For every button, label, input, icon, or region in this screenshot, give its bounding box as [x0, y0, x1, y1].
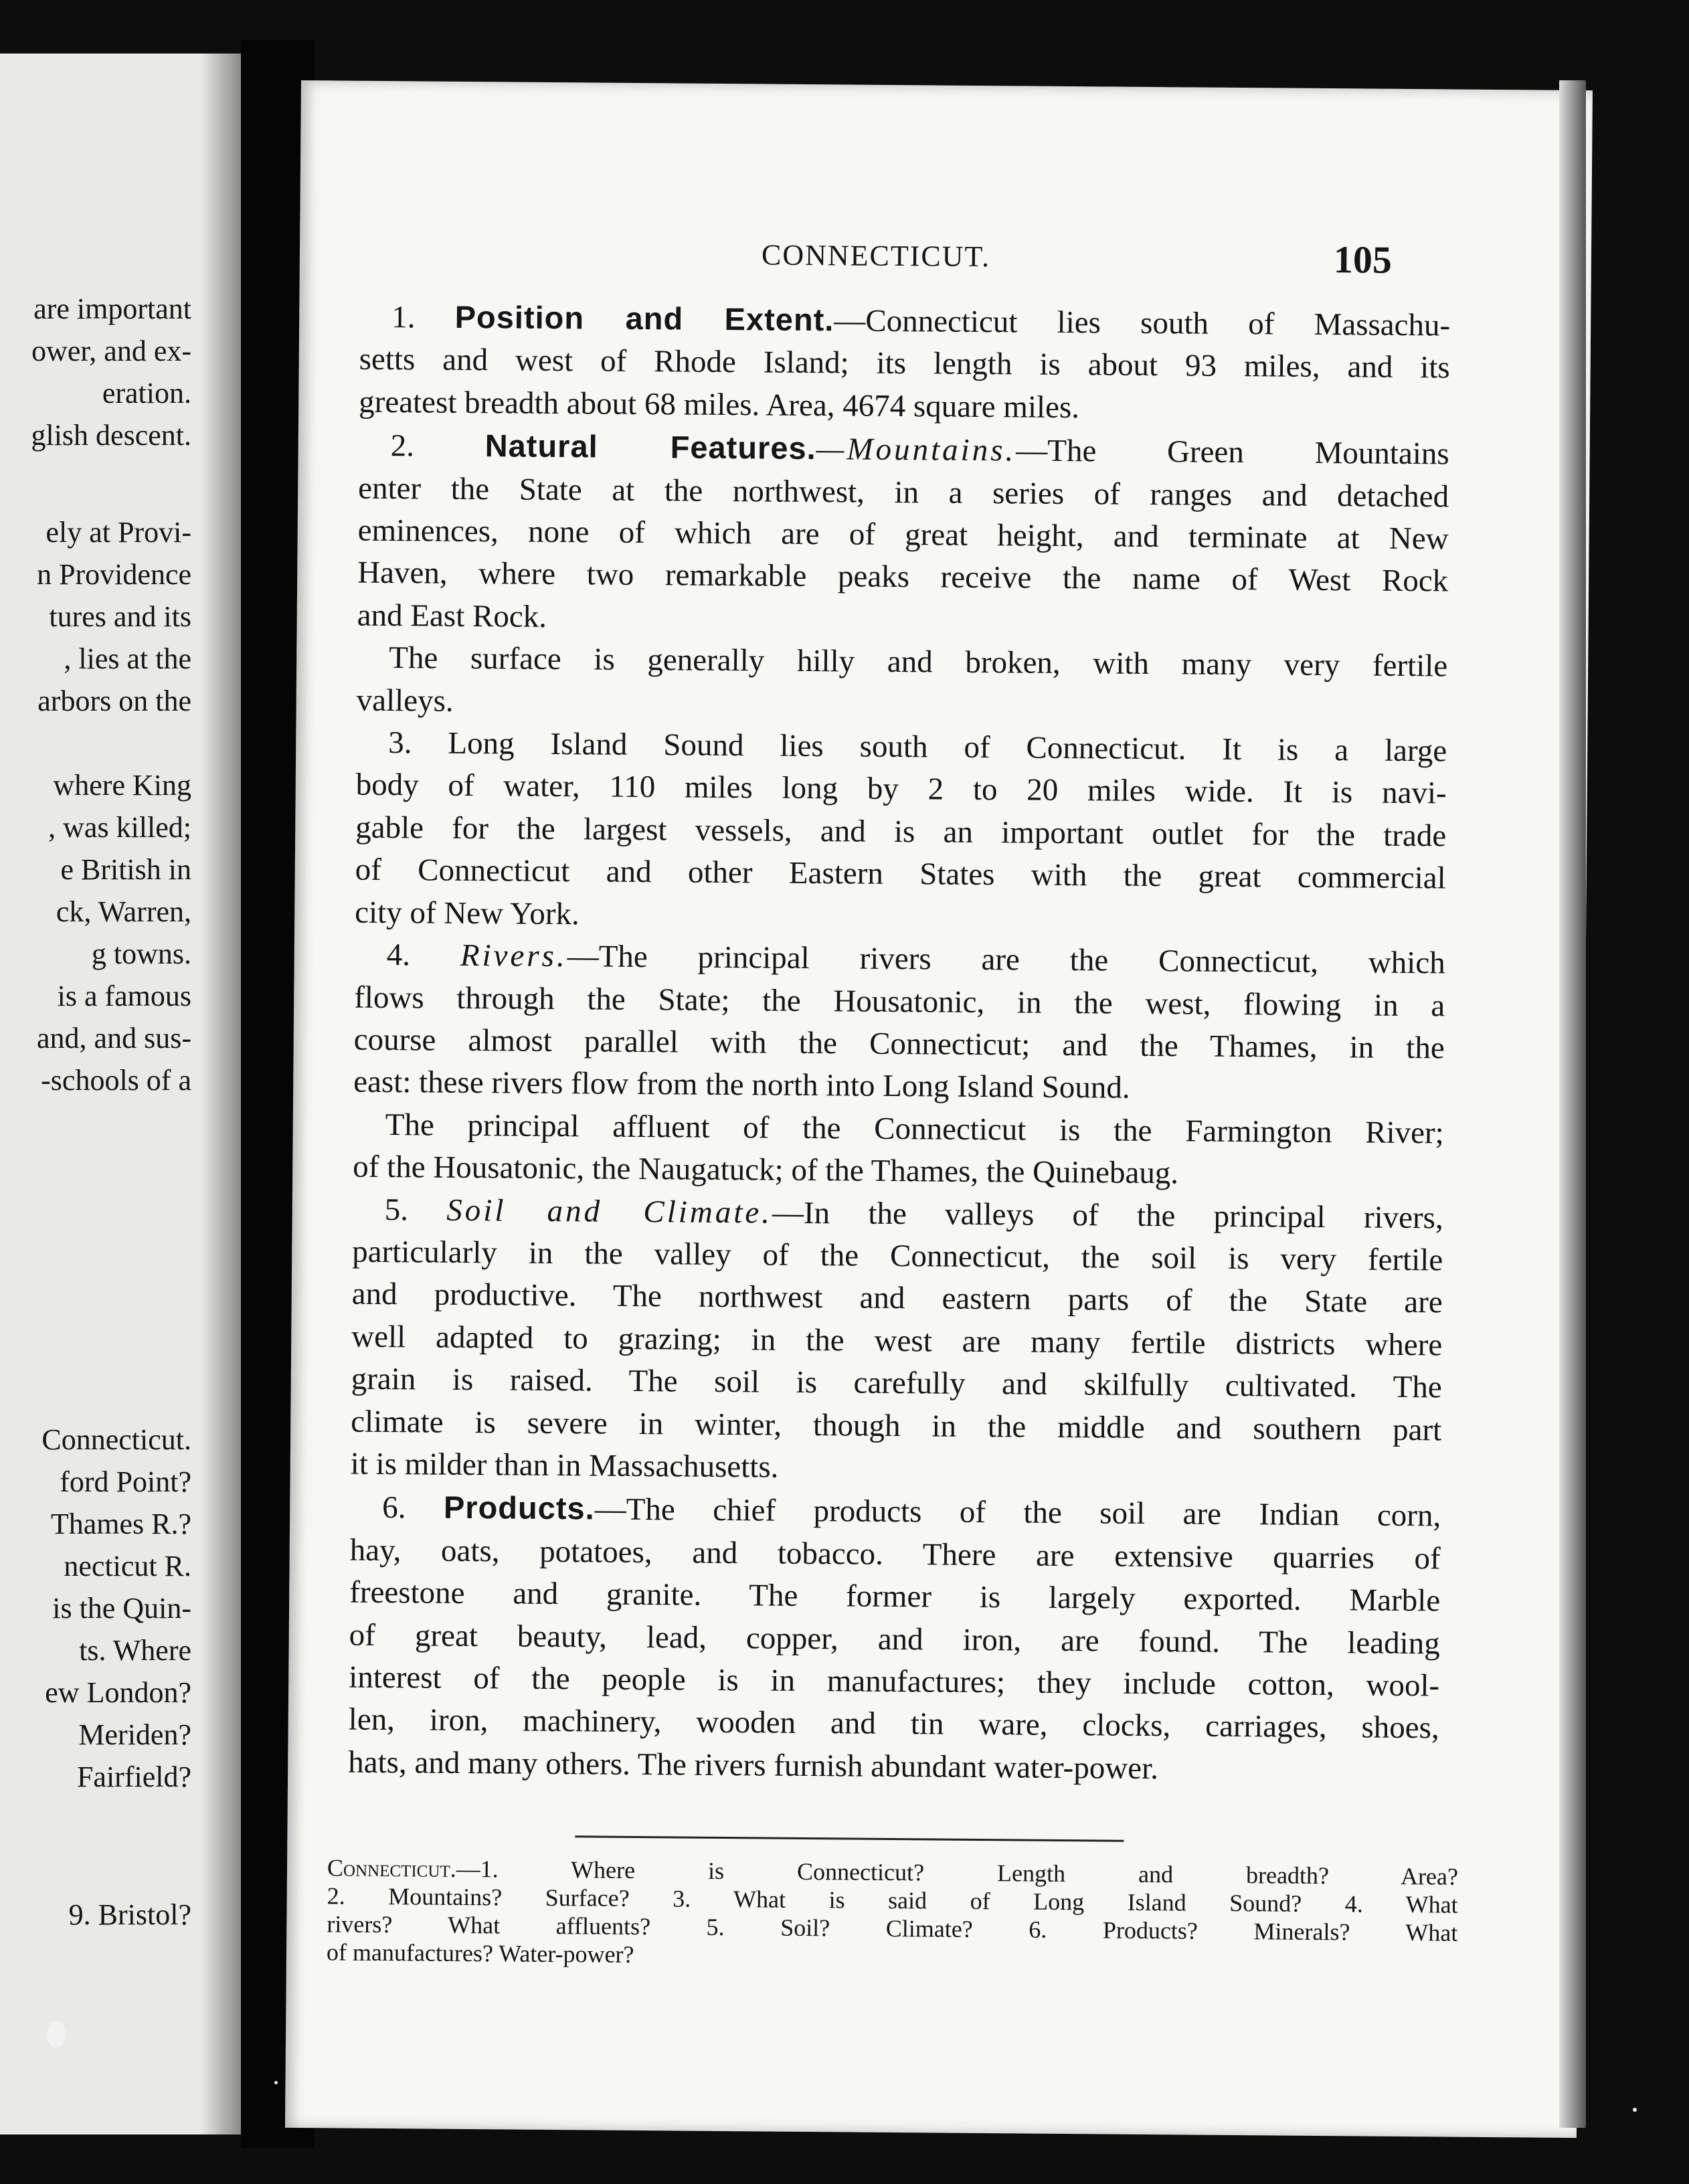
left-line: is a famous — [57, 980, 191, 1012]
paragraph-line: of Connecticut and other Eastern States with the great commercial — [355, 852, 1446, 896]
left-line: ck, Warren, — [56, 895, 191, 928]
section-number: 2. — [390, 428, 415, 464]
paragraph-line: of great beauty, lead, copper, and iron, are found. The leading — [349, 1617, 1440, 1661]
section-heading: Natural Features. — [484, 428, 816, 466]
paragraph-line: flows through the State; the Housatonic, in the west, flowing in a — [354, 980, 1445, 1023]
left-line: arbors on the — [37, 685, 191, 717]
paragraph-line: Haven, where two remarkable peaks receive the name of West Rock — [357, 555, 1449, 599]
right-page — [285, 80, 1593, 2138]
page-edge — [1559, 80, 1586, 2128]
paragraph-line: interest of the people is in manufactures; they include cotton, wool- — [349, 1659, 1440, 1704]
footnote-rule — [575, 1835, 1124, 1841]
paragraph-line — [350, 1485, 1441, 1538]
left-line: Connecticut. — [41, 1423, 191, 1456]
scan-speck — [274, 2081, 278, 2084]
paragraph-line: len, iron, machinery, wooden and tin ware, clocks, carriages, shoes, — [348, 1702, 1439, 1746]
left-line: Meriden? — [78, 1718, 191, 1751]
paragraph-line: well adapted to grazing; in the west are many fertile districts where — [351, 1319, 1443, 1363]
paragraph-line: greatest breadth about 68 miles. Area, 4674 square miles. — [359, 384, 1080, 425]
paragraph-line: setts and west of Rhode Island; its length is about 93 miles, and its — [359, 342, 1450, 385]
left-line: and, and sus- — [37, 1022, 191, 1055]
left-line: ts. Where — [79, 1634, 191, 1667]
paragraph-line: enter the State at the northwest, in a series of ranges and detached — [358, 470, 1449, 515]
line-text: —The principal rivers are the Connecticut, which — [567, 939, 1445, 981]
left-line: glish descent. — [31, 419, 191, 452]
left-line: , was killed; — [48, 811, 191, 844]
paragraph-line: The surface is generally hilly and broken, with many very fertile — [389, 640, 1448, 684]
line-text: —Connecticut lies south of Massachu- — [834, 303, 1451, 343]
left-line: -schools of a — [41, 1064, 191, 1097]
left-line: ely at Provi- — [46, 516, 191, 549]
left-line: , lies at the — [64, 642, 191, 675]
paragraph-line: grain is raised. The soil is carefully and skilfully cultivated. The — [351, 1361, 1442, 1405]
paragraph-line — [358, 424, 1449, 476]
paragraph-line: and productive. The northwest and eastern parts of the State are — [351, 1276, 1443, 1320]
line-text: —In the valleys of the principal rivers, — [772, 1195, 1443, 1235]
section-number: 5. — [384, 1192, 409, 1227]
page-body — [348, 295, 1450, 1793]
left-line: Thames R.? — [50, 1508, 191, 1540]
paragraph-line: eminences, none of which are of great height, and terminate at New — [357, 513, 1449, 557]
paragraph-line: it is milder than in Massachusetts. — [350, 1446, 779, 1485]
paragraph-line — [354, 934, 1445, 985]
footnote-line: rivers? What affluents? 5. Soil? Climate? 6. Products? Minerals? What — [327, 1910, 1458, 1946]
section-heading: Products. — [443, 1489, 595, 1526]
page-number: 105 — [1333, 238, 1393, 282]
paragraph-line: east: these rivers flow from the north into Long Island Sound. — [353, 1064, 1130, 1106]
left-line: eration. — [102, 377, 191, 410]
paragraph-line: and East Rock. — [357, 598, 547, 634]
paragraph-line: gable for the largest vessels, and is an important outlet for the trade — [355, 810, 1447, 854]
paragraph-line: course almost parallel with the Connecticut; and the Thames, in the — [353, 1022, 1445, 1066]
left-line: e British in — [60, 853, 191, 886]
left-line: ford Point? — [60, 1465, 191, 1498]
line-text: —The chief products of the soil are Indian corn, — [594, 1491, 1441, 1534]
paragraph-line: climate is severe in winter, though in the middle and southern part — [351, 1404, 1442, 1448]
paragraph-line: of the Housatonic, the Naugatuck; of the Thames, the Quinebaug. — [353, 1149, 1179, 1191]
line-text: —The Green Mountains — [1016, 433, 1449, 472]
paragraph-line: The principal affluent of the Connecticut is the Farmington River; — [385, 1107, 1444, 1151]
left-line: are important — [33, 292, 191, 325]
left-line: tures and its — [49, 600, 191, 633]
paragraph-line: hats, and many others. The rivers furnish abundant water-power. — [348, 1744, 1159, 1786]
line-text: —1. Where is Connecticut? Length and breadth? Area? — [456, 1855, 1459, 1890]
section-heading: Position and Extent. — [454, 298, 834, 338]
section-subheading: Soil and Climate. — [446, 1192, 773, 1231]
paragraph-line: 3. Long Island Sound lies south of Connecticut. It is a large — [388, 725, 1447, 769]
left-line: n Providence — [37, 558, 191, 591]
review-questions — [327, 1853, 1458, 1975]
scan-speck — [1633, 2108, 1637, 2112]
section-number: 6. — [382, 1490, 406, 1526]
left-line: Fairfield? — [76, 1760, 191, 1793]
paragraph-line: city of New York. — [355, 895, 580, 931]
left-line: necticut R. — [64, 1550, 191, 1582]
running-head: CONNECTICUT. — [761, 238, 991, 274]
left-line: ower, and ex- — [31, 335, 191, 367]
section-subheading: Rivers. — [460, 938, 567, 974]
footnote-lead: Connecticut. — [327, 1854, 456, 1882]
paragraph-line: valleys. — [356, 682, 454, 719]
section-subheading: —Mountains. — [816, 432, 1016, 468]
paragraph-line: hay, oats, potatoes, and tobacco. There are extensive quarries of — [349, 1532, 1441, 1576]
footnote-line: of manufactures? Water-power? — [326, 1938, 634, 1968]
footnote-line: 2. Mountains? Surface? 3. What is said of Long Island Sound? 4. What — [327, 1882, 1458, 1918]
left-line: where King — [53, 769, 191, 802]
section-number: 1. — [391, 300, 416, 335]
paragraph-line: freestone and granite. The former is largely exported. Marble — [349, 1574, 1441, 1619]
paragraph-line: body of water, 110 miles long by 2 to 20 miles wide. It is navi- — [355, 767, 1447, 811]
left-line: ew London? — [45, 1676, 191, 1709]
left-line: is the Quin- — [52, 1592, 191, 1625]
section-number: 4. — [386, 937, 411, 973]
scan-speck — [47, 2021, 66, 2047]
left-line: g towns. — [91, 937, 191, 970]
left-line: 9. Bristol? — [68, 1898, 191, 1931]
paragraph-line: particularly in the valley of the Connecticut, the soil is very fertile — [352, 1234, 1443, 1278]
